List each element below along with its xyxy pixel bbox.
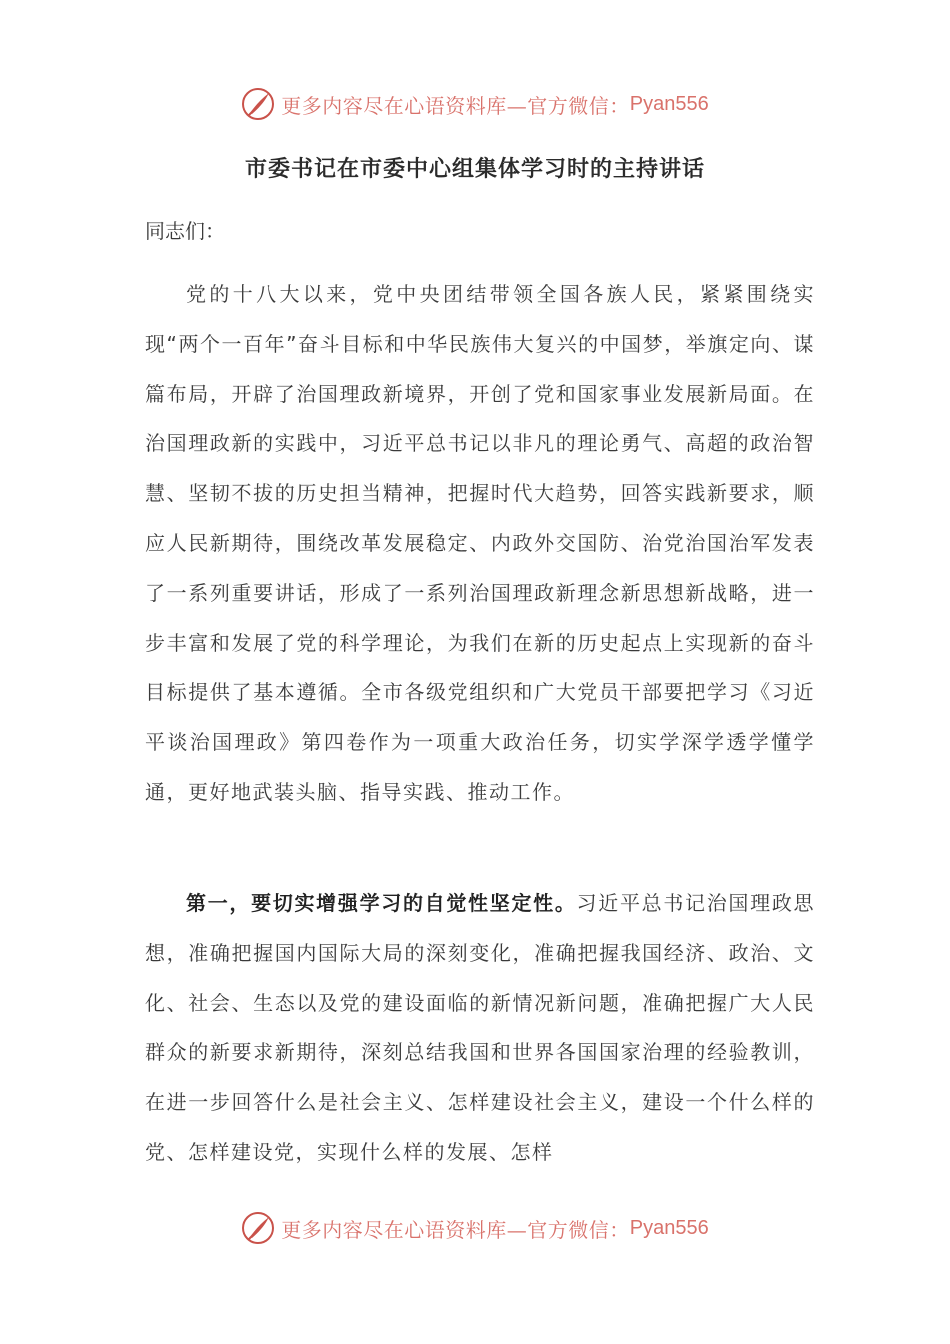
document-title: 市委书记在市委中心组集体学习时的主持讲话 xyxy=(244,157,705,182)
paragraph-intro: 党的十八大以来，党中央团结带领全国各族人民，紧紧围绕实现“两个一百年”奋斗目标和中华民族伟大复兴的中国梦，举旗定向、谋篇布局，开辟了治国理政新境界，开创了党和国家事业发展新局面。在治国理政新的实践中，习近平总书记以非凡的理论勇气、高超的政治智慧、坚韧不拔的历史担当精神，把握时代大趋势，回答实践新要求，顺应人民新期待，围绕改革发展稳定、内政外交国防、治党治国治军发表了一系列重要讲话，形成了一系列治国理政新理念新思想新战略，进一步丰富和发展了党的科学理论，为我们在新的历史起点上实现新的奋斗目标提供了基本遵循。全市各级党组织和广大党员干部要把学习《习近平谈治国理政》第四卷作为一项重大政治任务，切实学深学透学懂学通，更好地武装头脑、指导实践、推动工作。 xyxy=(145,282,815,804)
watermark-text: 更多内容尽在心语资料库—官方微信： xyxy=(281,1217,630,1242)
paragraph-body: 习近平总书记治国理政思想，准确把握国内国际大局的深刻变化，准确把握我国经济、政治、文化、社会、生态以及党的建设面临的新情况新问题，准确把握广大人民群众的新要求新期待，深刻总结我国和世界各国国家治理的经验教训，在进一步回答什么是社会主义、怎样建设社会主义，建设一个什么样的党、怎样建设党，实现什么样的发展、怎样 xyxy=(145,891,816,1164)
watermark-banner-bottom xyxy=(0,1208,950,1248)
watermark-text: 更多内容尽在心语资料库—官方微信： xyxy=(281,93,630,118)
paragraph-first-point xyxy=(145,879,815,1178)
watermark-banner-top xyxy=(0,84,950,124)
quill-pen-logo-icon xyxy=(241,87,275,121)
quill-pen-logo-icon xyxy=(241,1211,275,1245)
salutation: 同志们： xyxy=(145,219,225,243)
watermark-wechat-id: Pyan556 xyxy=(629,92,709,115)
watermark-wechat-id: Pyan556 xyxy=(629,1216,709,1239)
paragraph-lead-heading: 第一，要切实增强学习的自觉性坚定性。 xyxy=(186,891,577,915)
